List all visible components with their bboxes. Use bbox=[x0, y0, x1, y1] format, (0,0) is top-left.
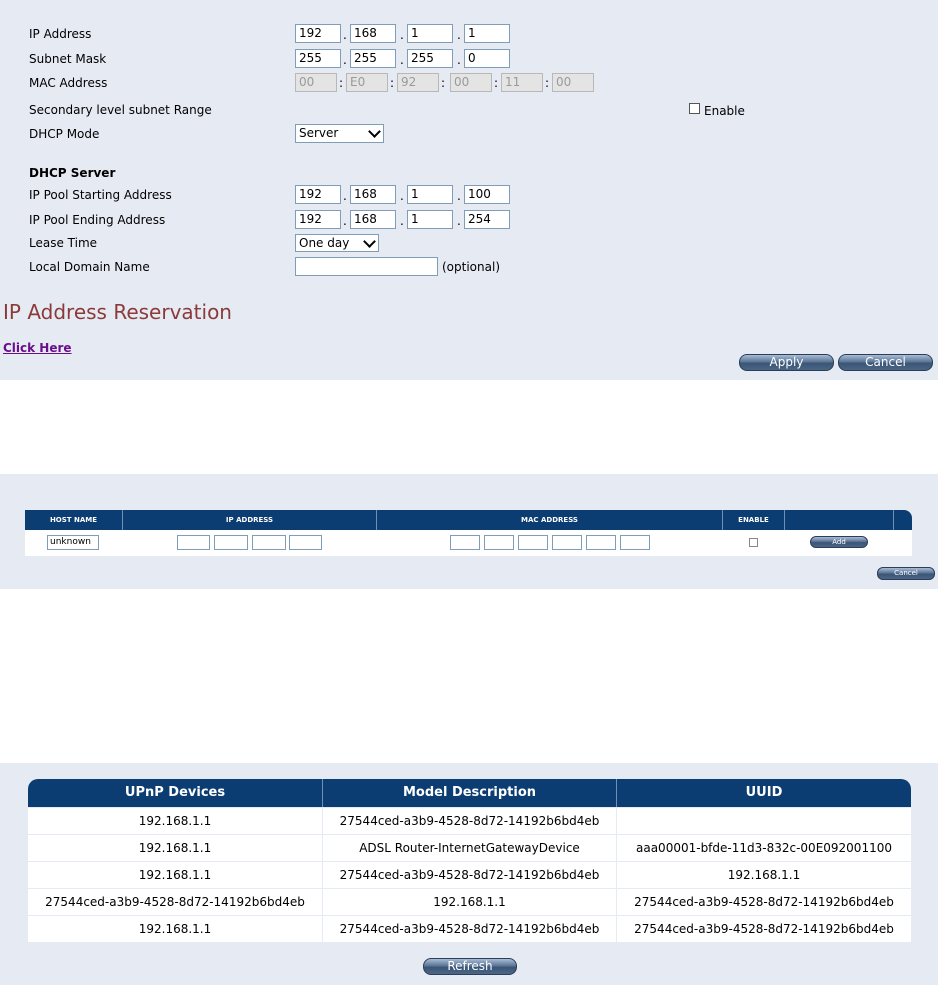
add-button[interactable]: Add bbox=[810, 536, 868, 548]
optional-note: (optional) bbox=[442, 260, 500, 274]
colon-separator: : bbox=[441, 76, 446, 90]
upnp-cell-model: ADSL Router-InternetGatewayDevice bbox=[323, 835, 616, 861]
secondary-enable-checkbox[interactable] bbox=[689, 103, 700, 114]
model-description-header: Model Description bbox=[402, 785, 537, 800]
res-ip-octet-4[interactable] bbox=[289, 535, 322, 550]
dot-separator: . bbox=[343, 28, 347, 42]
pool-start-label: IP Pool Starting Address bbox=[29, 188, 172, 202]
ip-octet-2[interactable]: 168 bbox=[350, 24, 396, 43]
colon-separator: : bbox=[339, 76, 344, 90]
dot-separator: . bbox=[343, 189, 347, 203]
uuid-header: UUID bbox=[745, 785, 783, 800]
subnet-octet-1[interactable]: 255 bbox=[295, 49, 341, 68]
secondary-enable-label: Enable bbox=[704, 104, 745, 118]
res-mac-byte-5[interactable] bbox=[586, 535, 616, 550]
pool-end-octet-3[interactable]: 1 bbox=[407, 210, 453, 229]
lease-time-value: One day bbox=[299, 236, 350, 250]
upnp-cell-device: 192.168.1.1 bbox=[28, 835, 322, 861]
lease-time-select[interactable] bbox=[295, 234, 379, 252]
upnp-devices-header: UPnP Devices bbox=[124, 785, 226, 800]
mac-byte-5: 11 bbox=[501, 73, 543, 92]
dot-separator: . bbox=[400, 53, 404, 67]
reservation-title: IP Address Reservation bbox=[3, 300, 232, 324]
pool-start-octet-1[interactable]: 192 bbox=[295, 185, 341, 204]
lan-settings-panel bbox=[0, 0, 938, 380]
refresh-button[interactable]: Refresh bbox=[423, 958, 517, 975]
res-mac-byte-4[interactable] bbox=[552, 535, 582, 550]
res-mac-byte-6[interactable] bbox=[620, 535, 650, 550]
res-ip-octet-3[interactable] bbox=[252, 535, 286, 550]
res-mac-byte-3[interactable] bbox=[518, 535, 548, 550]
dot-separator: . bbox=[400, 28, 404, 42]
upnp-cell-uuid bbox=[617, 808, 911, 834]
reservation-link[interactable]: Click Here bbox=[3, 341, 72, 355]
dot-separator: . bbox=[400, 214, 404, 228]
dot-separator: . bbox=[457, 53, 461, 67]
ip-address-header: IP ADDRESS bbox=[225, 516, 274, 524]
dhcp-mode-label: DHCP Mode bbox=[29, 127, 100, 141]
dot-separator: . bbox=[457, 189, 461, 203]
pool-end-octet-1[interactable]: 192 bbox=[295, 210, 341, 229]
upnp-cell-device: 192.168.1.1 bbox=[28, 862, 322, 888]
pool-start-octet-2[interactable]: 168 bbox=[350, 185, 396, 204]
upnp-cell-device: 192.168.1.1 bbox=[28, 916, 322, 942]
dhcp-server-heading: DHCP Server bbox=[29, 166, 116, 180]
pool-end-label: IP Pool Ending Address bbox=[29, 213, 166, 227]
reservation-form-panel bbox=[0, 474, 938, 589]
local-domain-input[interactable] bbox=[295, 257, 438, 276]
enable-header: ENABLE bbox=[738, 516, 769, 524]
upnp-cell-uuid: 27544ced-a3b9-4528-8d72-14192b6bd4eb bbox=[617, 889, 911, 915]
ip-octet-4[interactable]: 1 bbox=[464, 24, 510, 43]
res-enable-checkbox[interactable] bbox=[749, 538, 758, 547]
mac-address-label: MAC Address bbox=[29, 76, 108, 90]
dhcp-mode-value: Server bbox=[299, 126, 339, 140]
mac-byte-4: 00 bbox=[450, 73, 492, 92]
upnp-cell-uuid: aaa00001-bfde-11d3-832c-00E092001100 bbox=[617, 835, 911, 861]
upnp-cell-model: 192.168.1.1 bbox=[323, 889, 616, 915]
res-mac-byte-2[interactable] bbox=[484, 535, 514, 550]
column-divider bbox=[893, 510, 894, 530]
local-domain-label: Local Domain Name bbox=[29, 260, 150, 274]
res-ip-octet-2[interactable] bbox=[214, 535, 248, 550]
dot-separator: . bbox=[343, 214, 347, 228]
mac-address-header: MAC ADDRESS bbox=[521, 516, 578, 524]
chevron-down-icon bbox=[363, 235, 376, 248]
upnp-panel bbox=[0, 763, 938, 985]
colon-separator: : bbox=[390, 76, 395, 90]
dhcp-mode-select[interactable] bbox=[295, 124, 384, 143]
colon-separator: : bbox=[494, 76, 499, 90]
pool-end-octet-4[interactable]: 254 bbox=[464, 210, 510, 229]
ip-address-label: IP Address bbox=[29, 27, 92, 41]
secondary-subnet-label: Secondary level subnet Range bbox=[29, 103, 212, 117]
host-name-header: HOST NAME bbox=[49, 516, 98, 524]
upnp-cell-device: 27544ced-a3b9-4528-8d72-14192b6bd4eb bbox=[28, 889, 322, 915]
mac-byte-6: 00 bbox=[552, 73, 594, 92]
upnp-cell-uuid: 27544ced-a3b9-4528-8d72-14192b6bd4eb bbox=[617, 916, 911, 942]
dot-separator: . bbox=[457, 214, 461, 228]
mac-byte-2: E0 bbox=[346, 73, 388, 92]
mac-byte-3: 92 bbox=[397, 73, 439, 92]
apply-button[interactable]: Apply bbox=[739, 354, 834, 371]
cancel-button[interactable]: Cancel bbox=[838, 354, 933, 371]
column-divider bbox=[784, 510, 785, 530]
dot-separator: . bbox=[457, 28, 461, 42]
pool-start-octet-3[interactable]: 1 bbox=[407, 185, 453, 204]
dot-separator: . bbox=[400, 189, 404, 203]
pool-start-octet-4[interactable]: 100 bbox=[464, 185, 510, 204]
subnet-octet-3[interactable]: 255 bbox=[407, 49, 453, 68]
mac-byte-1: 00 bbox=[295, 73, 337, 92]
lease-time-label: Lease Time bbox=[29, 236, 98, 250]
upnp-cell-device: 192.168.1.1 bbox=[28, 808, 322, 834]
ip-octet-3[interactable]: 1 bbox=[407, 24, 453, 43]
pool-end-octet-2[interactable]: 168 bbox=[350, 210, 396, 229]
upnp-cell-model: 27544ced-a3b9-4528-8d72-14192b6bd4eb bbox=[323, 808, 616, 834]
res-mac-byte-1[interactable] bbox=[450, 535, 480, 550]
upnp-cell-model: 27544ced-a3b9-4528-8d72-14192b6bd4eb bbox=[323, 916, 616, 942]
chevron-down-icon bbox=[368, 125, 381, 138]
ip-octet-1[interactable]: 192 bbox=[295, 24, 341, 43]
dot-separator: . bbox=[343, 53, 347, 67]
host-name-input[interactable]: unknown bbox=[47, 535, 99, 550]
res-ip-octet-1[interactable] bbox=[177, 535, 210, 550]
upnp-cell-uuid: 192.168.1.1 bbox=[617, 862, 911, 888]
colon-separator: : bbox=[545, 76, 550, 90]
subnet-octet-2[interactable]: 255 bbox=[350, 49, 396, 68]
upnp-cell-model: 27544ced-a3b9-4528-8d72-14192b6bd4eb bbox=[323, 862, 616, 888]
subnet-octet-4[interactable]: 0 bbox=[464, 49, 510, 68]
subnet-mask-label: Subnet Mask bbox=[29, 52, 107, 66]
res-cancel-button[interactable]: Cancel bbox=[877, 567, 935, 580]
